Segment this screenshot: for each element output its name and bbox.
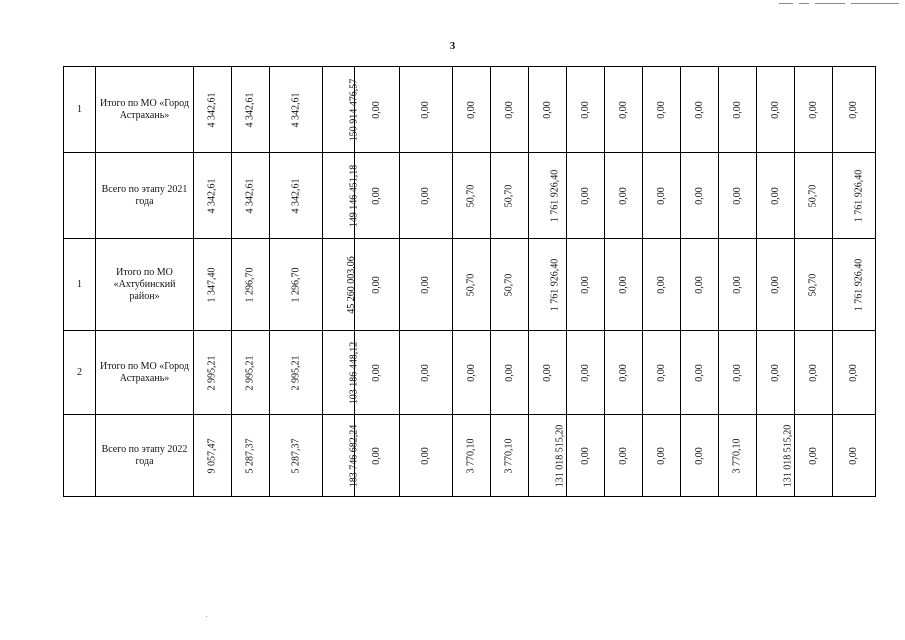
value-cell	[453, 415, 491, 497]
value-cell	[270, 67, 323, 153]
value-text: 0,00	[465, 100, 477, 119]
value-text: 9 057,47	[206, 438, 218, 473]
row-name-cell: Итого по МО «Ахтубинский район»	[96, 239, 194, 331]
value-cell	[719, 415, 757, 497]
value-text: 2 995,21	[244, 355, 256, 390]
value-cell	[323, 239, 355, 331]
row-name-cell: Итого по МО «Город Астрахань»	[96, 67, 194, 153]
value-cell	[400, 331, 453, 415]
value-cell	[833, 331, 876, 415]
value-text: 0,00	[693, 186, 705, 205]
value-cell	[567, 415, 605, 497]
value-text: 50,70	[465, 184, 477, 207]
value-text: 0,00	[617, 363, 629, 382]
value-cell	[681, 153, 719, 239]
value-cell	[453, 331, 491, 415]
value-text: 0,00	[731, 100, 743, 119]
value-text: 0,00	[617, 446, 629, 465]
row-number-cell: 1	[64, 67, 96, 153]
value-text: 3 770,10	[503, 438, 515, 473]
value-cell	[795, 239, 833, 331]
value-text: 0,00	[655, 186, 667, 205]
value-cell	[194, 331, 232, 415]
value-text: 4 342,61	[244, 178, 256, 213]
value-cell	[232, 153, 270, 239]
value-cell	[719, 153, 757, 239]
value-text: 5 287,37	[290, 438, 301, 473]
value-cell	[681, 239, 719, 331]
value-text: 1 761 926,40	[549, 258, 561, 311]
value-text: 0,00	[769, 275, 781, 294]
value-cell	[400, 153, 453, 239]
value-cell	[491, 331, 529, 415]
value-cell	[232, 415, 270, 497]
value-cell	[681, 415, 719, 497]
value-text: 0,00	[541, 100, 553, 119]
value-text: 4 342,61	[206, 92, 218, 127]
value-text: 0,00	[807, 100, 819, 119]
value-cell	[567, 239, 605, 331]
value-text: 1 296,70	[244, 267, 256, 302]
value-text: 0,00	[420, 100, 431, 119]
value-cell	[643, 415, 681, 497]
value-cell	[232, 331, 270, 415]
value-cell	[453, 67, 491, 153]
value-cell	[232, 239, 270, 331]
value-cell	[795, 67, 833, 153]
value-text: 0,00	[693, 275, 705, 294]
value-text: 0,00	[807, 363, 819, 382]
value-text: 0,00	[579, 275, 591, 294]
value-cell	[491, 239, 529, 331]
row-name-cell: Всего по этапу 2022 года	[96, 415, 194, 497]
value-cell	[719, 67, 757, 153]
value-text: 0,00	[807, 446, 819, 465]
value-text: 4 342,61	[206, 178, 218, 213]
value-cell	[400, 415, 453, 497]
value-cell	[719, 331, 757, 415]
value-text: 0,00	[371, 100, 382, 119]
value-text: 0,00	[655, 446, 667, 465]
value-cell	[491, 67, 529, 153]
value-cell	[270, 239, 323, 331]
value-cell	[681, 67, 719, 153]
value-text: 0,00	[617, 186, 629, 205]
value-text: 0,00	[420, 363, 431, 382]
value-text: 103 186 448,12	[348, 341, 360, 404]
value-cell	[567, 153, 605, 239]
value-cell	[323, 331, 360, 415]
value-cell	[643, 67, 681, 153]
row-number-cell: 1	[64, 239, 96, 331]
value-text: 0,00	[503, 100, 515, 119]
data-table	[63, 66, 876, 497]
row-name-cell: Всего по этапу 2021 года	[96, 153, 194, 239]
value-cell	[643, 331, 681, 415]
value-cell	[643, 153, 681, 239]
value-cell	[270, 153, 323, 239]
value-text: 0,00	[731, 186, 743, 205]
value-text: 0,00	[655, 275, 667, 294]
value-text: 0,00	[465, 363, 477, 382]
table-row	[64, 415, 876, 497]
value-cell	[833, 153, 876, 239]
value-text: 0,00	[579, 186, 591, 205]
value-cell	[529, 67, 567, 153]
table-row	[64, 331, 876, 415]
value-text: 0,00	[655, 363, 667, 382]
value-cell	[355, 331, 400, 415]
row-name-cell: Итого по МО «Город Астрахань»	[96, 331, 194, 415]
table-row	[64, 239, 876, 331]
value-cell	[453, 239, 491, 331]
value-text: 4 342,61	[290, 178, 301, 213]
value-text: 4 342,61	[290, 92, 301, 127]
value-text: 0,00	[420, 446, 431, 465]
value-cell	[355, 153, 400, 239]
value-text: 0,00	[693, 363, 705, 382]
value-cell	[605, 415, 643, 497]
value-text: 0,00	[769, 100, 781, 119]
value-text: 0,00	[617, 100, 629, 119]
value-text: 3 770,10	[731, 438, 743, 473]
value-text: 0,00	[769, 363, 781, 382]
value-text: 1 347,40	[206, 267, 218, 302]
value-text: 0,00	[693, 100, 705, 119]
value-cell	[270, 331, 323, 415]
value-cell	[605, 331, 643, 415]
value-cell	[400, 67, 453, 153]
value-cell	[529, 331, 567, 415]
value-cell	[605, 153, 643, 239]
value-text: 0,00	[371, 275, 382, 294]
value-cell	[567, 331, 605, 415]
value-text: 0,00	[579, 446, 591, 465]
value-cell	[529, 239, 567, 331]
value-text: 0,00	[848, 363, 859, 382]
value-text: 0,00	[420, 186, 431, 205]
value-cell	[270, 415, 323, 497]
row-number-cell	[64, 153, 96, 239]
value-cell	[757, 415, 795, 497]
value-text: 1 761 926,40	[549, 169, 561, 222]
value-text: 50,70	[503, 273, 515, 296]
value-cell	[757, 153, 795, 239]
value-text: 0,00	[371, 186, 382, 205]
value-cell	[323, 67, 360, 153]
value-text: 0,00	[769, 186, 781, 205]
value-cell	[232, 67, 270, 153]
value-text: 45 260 003,06	[345, 255, 357, 314]
value-text: 0,00	[541, 363, 553, 382]
value-text: 0,00	[617, 275, 629, 294]
value-text: 50,70	[807, 184, 819, 207]
value-text: 0,00	[848, 100, 859, 119]
value-cell	[757, 331, 795, 415]
value-text: 131 018 515,20	[782, 424, 794, 487]
value-text: 2 995,21	[290, 355, 301, 390]
table-row	[64, 153, 876, 239]
value-cell	[355, 239, 400, 331]
value-cell	[605, 239, 643, 331]
value-cell	[355, 67, 400, 153]
value-text: 0,00	[655, 100, 667, 119]
value-cell	[453, 153, 491, 239]
value-text: 0,00	[693, 446, 705, 465]
value-cell	[491, 153, 529, 239]
value-text: 0,00	[579, 363, 591, 382]
value-text: 5 287,37	[244, 438, 256, 473]
value-cell	[194, 153, 232, 239]
value-cell	[194, 67, 232, 153]
value-text: 3 770,10	[465, 438, 477, 473]
row-number-cell	[64, 415, 96, 497]
value-text: 0,00	[371, 363, 382, 382]
value-cell	[719, 239, 757, 331]
value-text: 0,00	[731, 275, 743, 294]
corner-marks	[779, 3, 899, 5]
value-text: 0,00	[503, 363, 515, 382]
value-text: 1 296,70	[290, 267, 301, 302]
value-cell	[491, 415, 529, 497]
value-text: 0,00	[371, 446, 382, 465]
page-number: 3	[449, 40, 456, 52]
value-text: 183 746 682,24	[348, 424, 360, 487]
value-text: 150 914 476,57	[348, 78, 360, 141]
value-cell	[529, 153, 567, 239]
value-cell	[643, 239, 681, 331]
value-cell	[833, 239, 876, 331]
value-text: 4 342,61	[244, 92, 256, 127]
value-cell	[605, 67, 643, 153]
value-text: 0,00	[579, 100, 591, 119]
value-text: 50,70	[807, 273, 819, 296]
value-cell	[833, 67, 876, 153]
value-cell	[757, 67, 795, 153]
value-text: 0,00	[848, 446, 859, 465]
value-text: 50,70	[465, 273, 477, 296]
value-text: 0,00	[731, 363, 743, 382]
value-text: 149 146 451,18	[348, 164, 360, 227]
value-text: 0,00	[420, 275, 431, 294]
value-cell	[833, 415, 876, 497]
value-cell	[567, 67, 605, 153]
value-cell	[323, 153, 360, 239]
scan-speck	[206, 616, 207, 617]
value-text: 50,70	[503, 184, 515, 207]
value-text: 1 761 926,40	[853, 258, 865, 311]
table-row	[64, 67, 876, 153]
value-cell	[323, 415, 360, 497]
value-cell	[795, 415, 833, 497]
value-cell	[400, 239, 453, 331]
value-cell	[681, 331, 719, 415]
value-cell	[795, 153, 833, 239]
value-cell	[795, 331, 833, 415]
value-text: 131 018 515,20	[554, 424, 566, 487]
value-cell	[529, 415, 567, 497]
value-cell	[757, 239, 795, 331]
value-text: 2 995,21	[206, 355, 218, 390]
value-cell	[355, 415, 400, 497]
row-number-cell: 2	[64, 331, 96, 415]
value-text: 1 761 926,40	[853, 169, 865, 222]
value-cell	[194, 415, 232, 497]
value-cell	[194, 239, 232, 331]
